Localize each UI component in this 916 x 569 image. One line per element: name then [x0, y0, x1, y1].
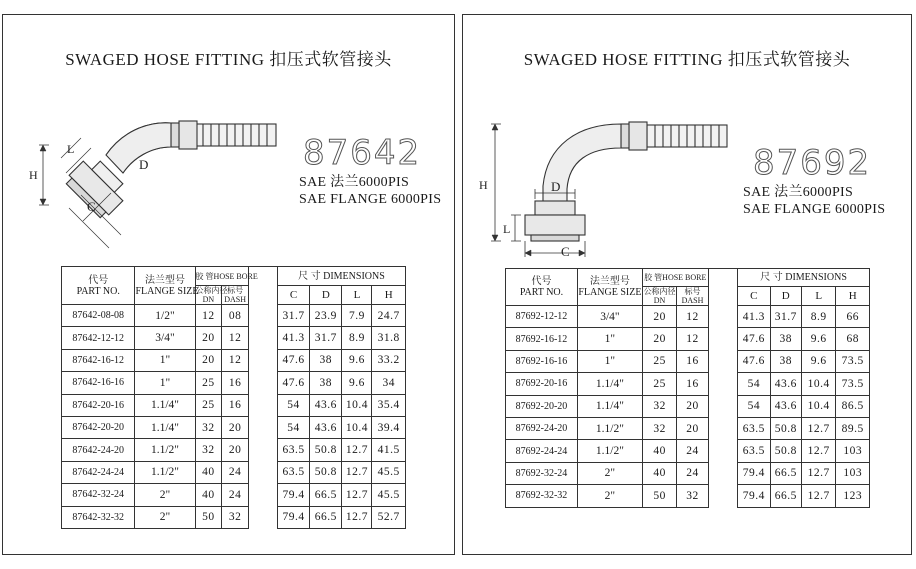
right-dim-h: H: [479, 178, 488, 192]
table-row: [62, 416, 406, 438]
gap-cell: [248, 327, 277, 349]
table-row: [506, 485, 870, 507]
dash-cell: 12: [222, 327, 249, 349]
dim-h-cell: 34: [372, 372, 406, 394]
dim-d-cell: 43.6: [310, 394, 342, 416]
dim-c-cell: 47.6: [277, 372, 309, 394]
part-number-cell: 87692-20-16: [506, 373, 578, 395]
part-number-cell: 87692-32-24: [506, 462, 578, 484]
dim-c-cell: 54: [738, 395, 770, 417]
right-header-h: H: [836, 287, 870, 306]
right-title: SWAGED HOSE FITTING 扣压式软管接头: [523, 50, 851, 69]
dim-c-cell: 47.6: [738, 350, 770, 372]
dim-l-cell: 10.4: [342, 394, 372, 416]
dim-l-cell: 9.6: [801, 350, 835, 372]
dim-d-cell: 50.8: [770, 440, 801, 462]
right-header-part: 代号 PART NO.: [506, 269, 578, 306]
dim-l-cell: 10.4: [801, 373, 835, 395]
dim-d-cell: 43.6: [310, 416, 342, 438]
dash-cell: 24: [222, 461, 249, 483]
left-spec-line2: SAE FLANGE 6000PIS: [299, 192, 442, 207]
right-dim-d: D: [551, 179, 561, 194]
left-title: SWAGED HOSE FITTING 扣压式软管接头: [65, 50, 392, 69]
gap-cell: [708, 306, 737, 328]
dim-c-cell: 54: [738, 373, 770, 395]
dim-h-cell: 68: [836, 328, 870, 350]
dim-d-cell: 43.6: [770, 373, 801, 395]
dim-h-cell: 52.7: [372, 506, 406, 528]
dash-cell: 16: [677, 373, 708, 395]
flange-size-cell: 1.1/4": [577, 373, 642, 395]
dn-cell: 20: [195, 327, 222, 349]
gap-cell: [248, 506, 277, 528]
gap-cell: [708, 350, 737, 372]
dim-d-cell: 50.8: [770, 417, 801, 439]
part-number-cell: 87692-16-16: [506, 350, 578, 372]
left-sheet: [2, 14, 455, 555]
dim-c-cell: 79.4: [738, 485, 770, 507]
right-model-number: 87692: [753, 143, 872, 183]
dim-l-cell: 12.7: [801, 417, 835, 439]
dim-h-cell: 39.4: [372, 416, 406, 438]
table-row: [62, 327, 406, 349]
right-header-dimensions: 尺 寸 DIMENSIONS: [738, 269, 870, 287]
part-number-cell: 87692-20-20: [506, 395, 578, 417]
dn-cell: 25: [642, 373, 676, 395]
dim-d-cell: 66.5: [310, 506, 342, 528]
dim-h-cell: 89.5: [836, 417, 870, 439]
dim-c-cell: 63.5: [738, 417, 770, 439]
dn-cell: 12: [195, 305, 222, 327]
part-number-cell: 87642-24-20: [62, 439, 135, 461]
dim-c-cell: 54: [277, 394, 309, 416]
flange-size-cell: 1.1/4": [135, 416, 195, 438]
dash-cell: 32: [222, 506, 249, 528]
left-dim-d: D: [139, 157, 149, 172]
table-row: [62, 439, 406, 461]
part-number-cell: 87642-16-16: [62, 372, 135, 394]
left-dim-c: C: [87, 199, 96, 214]
gap-cell: [248, 394, 277, 416]
flange-size-cell: 1/2": [135, 305, 195, 327]
part-number-cell: 87642-24-24: [62, 461, 135, 483]
table-row: [506, 373, 870, 395]
dim-c-cell: 79.4: [738, 462, 770, 484]
flange-size-cell: 1.1/4": [135, 394, 195, 416]
dim-d-cell: 66.5: [770, 462, 801, 484]
right-header-dash: 标号 DASH: [677, 287, 708, 306]
dash-cell: 12: [222, 349, 249, 371]
dim-l-cell: 8.9: [801, 306, 835, 328]
dim-c-cell: 79.4: [277, 484, 309, 506]
left-header-dash: 标号 DASH: [222, 286, 249, 305]
left-dim-h: H: [29, 168, 38, 182]
table-row: [62, 372, 406, 394]
dn-cell: 32: [642, 395, 676, 417]
flange-size-cell: 1.1/2": [577, 417, 642, 439]
dim-d-cell: 38: [310, 349, 342, 371]
part-number-cell: 87642-32-32: [62, 506, 135, 528]
dim-h-cell: 86.5: [836, 395, 870, 417]
dim-c-cell: 63.5: [738, 440, 770, 462]
dn-cell: 50: [195, 506, 222, 528]
right-spec-line2: SAE FLANGE 6000PIS: [743, 202, 886, 217]
dash-cell: 20: [222, 439, 249, 461]
gap-cell: [708, 395, 737, 417]
gap-cell: [248, 461, 277, 483]
dim-h-cell: 35.4: [372, 394, 406, 416]
dim-h-cell: 33.2: [372, 349, 406, 371]
table-row: [506, 462, 870, 484]
table-row: [506, 306, 870, 328]
right-header-hose-bore: 胶 管HOSE BORE: [642, 269, 708, 287]
left-header-hose-bore: 胶 管HOSE BORE: [195, 267, 248, 286]
gap-cell: [248, 416, 277, 438]
flange-size-cell: 1": [135, 372, 195, 394]
dim-l-cell: 12.7: [342, 461, 372, 483]
left-header-dn: 公称内径 DN: [195, 286, 228, 304]
dim-l-cell: 12.7: [342, 484, 372, 506]
dn-cell: 40: [642, 462, 676, 484]
dim-d-cell: 38: [770, 328, 801, 350]
dash-cell: 24: [222, 484, 249, 506]
dim-l-cell: 12.7: [801, 440, 835, 462]
dn-cell: 25: [195, 394, 222, 416]
left-header-flange: 法兰型号 FLANGE SIZE: [135, 267, 195, 305]
part-number-cell: 87692-16-12: [506, 328, 578, 350]
left-header-h: H: [372, 286, 406, 305]
right-header-dn: 公称内径 DN: [643, 287, 676, 305]
flange-size-cell: 2": [135, 484, 195, 506]
table-row: [62, 461, 406, 483]
left-header-c: C: [277, 286, 309, 305]
dn-cell: 20: [195, 349, 222, 371]
table-row: [506, 440, 870, 462]
table-row: [62, 484, 406, 506]
dim-d-cell: 38: [310, 372, 342, 394]
table-row: [506, 417, 870, 439]
table-row: [506, 395, 870, 417]
right-dim-c: C: [561, 244, 570, 259]
dn-cell: 32: [642, 417, 676, 439]
dim-h-cell: 45.5: [372, 461, 406, 483]
left-header-part: 代号 PART NO.: [62, 267, 135, 305]
dim-h-cell: 123: [836, 485, 870, 507]
right-sheet: [462, 14, 912, 555]
flange-size-cell: 1.1/2": [135, 439, 195, 461]
part-number-cell: 87642-20-16: [62, 394, 135, 416]
dash-cell: 16: [222, 394, 249, 416]
right-header-flange: 法兰型号 FLANGE SIZE: [577, 269, 642, 306]
dim-l-cell: 9.6: [801, 328, 835, 350]
dim-h-cell: 73.5: [836, 373, 870, 395]
dim-d-cell: 38: [770, 350, 801, 372]
flange-size-cell: 2": [135, 506, 195, 528]
left-dim-l: L: [67, 142, 75, 156]
dim-d-cell: 31.7: [310, 327, 342, 349]
dim-c-cell: 63.5: [277, 439, 309, 461]
part-number-cell: 87692-12-12: [506, 306, 578, 328]
gap-cell: [708, 462, 737, 484]
flange-size-cell: 1": [135, 349, 195, 371]
dash-cell: 20: [677, 417, 708, 439]
dim-h-cell: 103: [836, 462, 870, 484]
dim-c-cell: 79.4: [277, 506, 309, 528]
dim-l-cell: 12.7: [342, 506, 372, 528]
part-number-cell: 87642-20-20: [62, 416, 135, 438]
part-number-cell: 87642-16-12: [62, 349, 135, 371]
dim-d-cell: 50.8: [310, 461, 342, 483]
dim-c-cell: 41.3: [277, 327, 309, 349]
dim-l-cell: 12.7: [801, 462, 835, 484]
dim-c-cell: 31.7: [277, 305, 309, 327]
dn-cell: 25: [642, 350, 676, 372]
dim-d-cell: 66.5: [310, 484, 342, 506]
dim-d-cell: 66.5: [770, 485, 801, 507]
dim-c-cell: 41.3: [738, 306, 770, 328]
table-row: [62, 349, 406, 371]
dim-l-cell: 10.4: [801, 395, 835, 417]
flange-size-cell: 3/4": [135, 327, 195, 349]
right-header-l: L: [801, 287, 835, 306]
dn-cell: 20: [642, 328, 676, 350]
dim-h-cell: 45.5: [372, 484, 406, 506]
table-row: [62, 394, 406, 416]
table-row: [62, 506, 406, 528]
gap-cell: [248, 439, 277, 461]
dash-cell: 12: [677, 328, 708, 350]
right-dim-l: L: [503, 222, 511, 236]
left-spec-line1: SAE 法兰6000PIS: [299, 175, 410, 190]
dim-c-cell: 47.6: [277, 349, 309, 371]
dn-cell: 50: [642, 485, 676, 507]
dash-cell: 24: [677, 462, 708, 484]
part-number-cell: 87692-24-20: [506, 417, 578, 439]
part-number-cell: 87642-08-08: [62, 305, 135, 327]
flange-size-cell: 2": [577, 485, 642, 507]
right-header-c: C: [738, 287, 770, 306]
left-model-number: 87642: [303, 133, 422, 173]
dn-cell: 32: [195, 416, 222, 438]
part-number-cell: 87642-32-24: [62, 484, 135, 506]
dim-h-cell: 31.8: [372, 327, 406, 349]
dim-d-cell: 43.6: [770, 395, 801, 417]
dim-d-cell: 23.9: [310, 305, 342, 327]
dash-cell: 20: [677, 395, 708, 417]
dn-cell: 20: [642, 306, 676, 328]
dim-l-cell: 8.9: [342, 327, 372, 349]
dash-cell: 16: [677, 350, 708, 372]
dim-d-cell: 50.8: [310, 439, 342, 461]
flange-size-cell: 3/4": [577, 306, 642, 328]
table-row: [506, 328, 870, 350]
flange-size-cell: 1.1/2": [577, 440, 642, 462]
left-spec-table: [61, 266, 406, 529]
dn-cell: 40: [195, 484, 222, 506]
part-number-cell: 87692-24-24: [506, 440, 578, 462]
gap-cell: [248, 372, 277, 394]
gap-cell: [708, 328, 737, 350]
left-header-dimensions: 尺 寸 DIMENSIONS: [277, 267, 405, 286]
right-fitting-drawing: [477, 111, 737, 261]
dim-l-cell: 9.6: [342, 372, 372, 394]
flange-size-cell: 2": [577, 462, 642, 484]
dim-d-cell: 31.7: [770, 306, 801, 328]
dash-cell: 12: [677, 306, 708, 328]
gap-cell: [248, 349, 277, 371]
right-header-d: D: [770, 287, 801, 306]
dim-l-cell: 10.4: [342, 416, 372, 438]
dim-l-cell: 12.7: [342, 439, 372, 461]
dash-cell: 08: [222, 305, 249, 327]
table-row: [506, 350, 870, 372]
part-number-cell: 87692-32-32: [506, 485, 578, 507]
left-fitting-drawing: [21, 103, 286, 243]
dn-cell: 40: [642, 440, 676, 462]
flange-size-cell: 1": [577, 328, 642, 350]
part-number-cell: 87642-12-12: [62, 327, 135, 349]
dn-cell: 32: [195, 439, 222, 461]
right-spec-table: [505, 268, 870, 508]
dim-h-cell: 41.5: [372, 439, 406, 461]
dim-h-cell: 73.5: [836, 350, 870, 372]
gap-cell: [708, 373, 737, 395]
dim-c-cell: 54: [277, 416, 309, 438]
flange-size-cell: 1.1/2": [135, 461, 195, 483]
dim-c-cell: 47.6: [738, 328, 770, 350]
dim-l-cell: 9.6: [342, 349, 372, 371]
flange-size-cell: 1": [577, 350, 642, 372]
dash-cell: 16: [222, 372, 249, 394]
dash-cell: 20: [222, 416, 249, 438]
dim-c-cell: 63.5: [277, 461, 309, 483]
dash-cell: 24: [677, 440, 708, 462]
dash-cell: 32: [677, 485, 708, 507]
gap-cell: [708, 417, 737, 439]
gap-cell: [708, 485, 737, 507]
dn-cell: 40: [195, 461, 222, 483]
dim-l-cell: 7.9: [342, 305, 372, 327]
gap-cell: [248, 484, 277, 506]
left-header-l: L: [342, 286, 372, 305]
dim-h-cell: 103: [836, 440, 870, 462]
dim-l-cell: 12.7: [801, 485, 835, 507]
dim-h-cell: 24.7: [372, 305, 406, 327]
gap-cell: [248, 305, 277, 327]
gap-cell: [708, 440, 737, 462]
dn-cell: 25: [195, 372, 222, 394]
left-header-d: D: [310, 286, 342, 305]
right-spec-line1: SAE 法兰6000PIS: [743, 185, 854, 200]
dim-h-cell: 66: [836, 306, 870, 328]
table-row: [62, 305, 406, 327]
flange-size-cell: 1.1/4": [577, 395, 642, 417]
